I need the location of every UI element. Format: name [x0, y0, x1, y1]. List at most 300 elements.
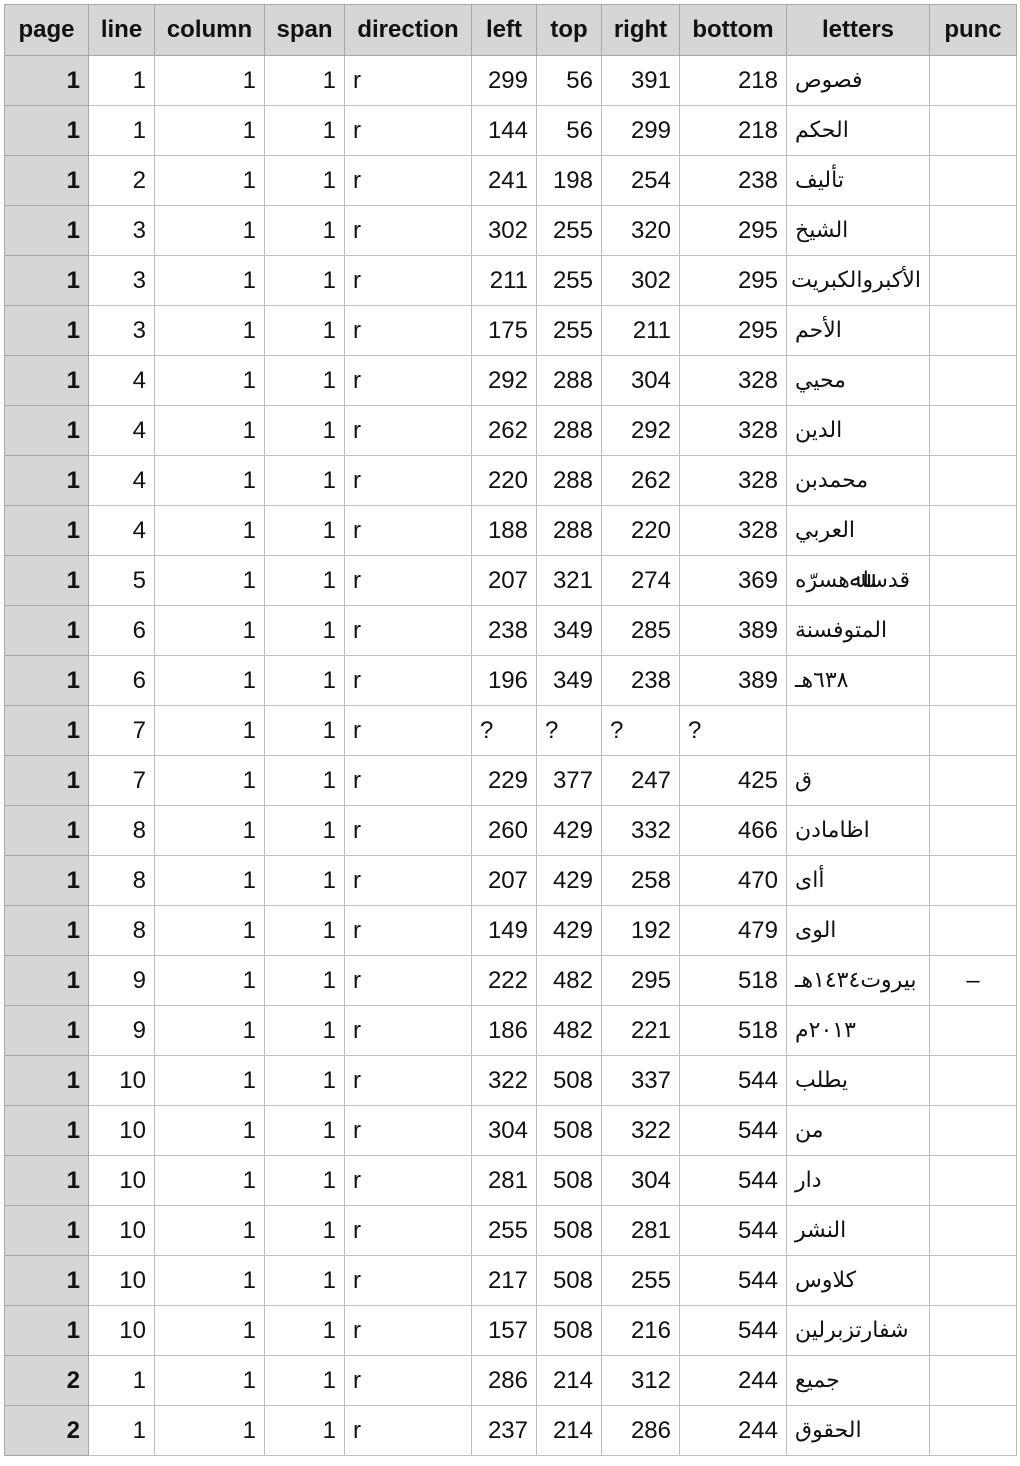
column-header-letters[interactable]: letters [787, 5, 930, 56]
cell-page[interactable]: 1 [5, 1306, 89, 1356]
cell-punc[interactable] [930, 1406, 1017, 1456]
column-header-span[interactable]: span [265, 5, 345, 56]
column-header-bottom[interactable]: bottom [680, 5, 787, 56]
cell-span[interactable]: 1 [265, 106, 345, 156]
cell-left[interactable]: 211 [472, 256, 537, 306]
cell-bottom[interactable]: 518 [680, 1006, 787, 1056]
cell-column[interactable]: 1 [155, 506, 265, 556]
cell-page[interactable]: 1 [5, 956, 89, 1006]
table-row[interactable] [5, 256, 1017, 306]
cell-page[interactable]: 1 [5, 1206, 89, 1256]
cell-right[interactable]: 255 [602, 1256, 680, 1306]
cell-page[interactable]: 1 [5, 1106, 89, 1156]
cell-top[interactable]: 214 [537, 1406, 602, 1456]
cell-punc[interactable] [930, 1106, 1017, 1156]
cell-right[interactable]: 274 [602, 556, 680, 606]
cell-left[interactable]: 260 [472, 806, 537, 856]
cell-column[interactable]: 1 [155, 1256, 265, 1306]
cell-span[interactable]: 1 [265, 1106, 345, 1156]
cell-column[interactable]: 1 [155, 106, 265, 156]
cell-span[interactable]: 1 [265, 506, 345, 556]
cell-letters[interactable] [787, 56, 930, 106]
cell-top[interactable]: 508 [537, 1156, 602, 1206]
cell-column[interactable]: 1 [155, 1406, 265, 1456]
cell-line[interactable]: 3 [89, 306, 155, 356]
cell-direction[interactable]: r [345, 856, 472, 906]
cell-line[interactable]: 1 [89, 56, 155, 106]
cell-column[interactable]: 1 [155, 656, 265, 706]
cell-line[interactable]: 3 [89, 206, 155, 256]
cell-top[interactable]: 288 [537, 456, 602, 506]
cell-punc[interactable] [930, 406, 1017, 456]
cell-column[interactable]: 1 [155, 406, 265, 456]
table-row[interactable] [5, 406, 1017, 456]
cell-direction[interactable]: r [345, 556, 472, 606]
cell-letters[interactable] [787, 406, 930, 456]
cell-direction[interactable]: r [345, 306, 472, 356]
cell-right[interactable]: 238 [602, 656, 680, 706]
cell-line[interactable]: 4 [89, 456, 155, 506]
cell-left[interactable]: 188 [472, 506, 537, 556]
cell-bottom[interactable]: 295 [680, 206, 787, 256]
cell-letters[interactable] [787, 356, 930, 406]
cell-page[interactable]: 2 [5, 1406, 89, 1456]
cell-left[interactable]: 292 [472, 356, 537, 406]
cell-letters[interactable] [787, 1406, 930, 1456]
cell-left[interactable]: 262 [472, 406, 537, 456]
cell-span[interactable]: 1 [265, 1156, 345, 1206]
cell-top[interactable]: 508 [537, 1056, 602, 1106]
cell-right[interactable]: 299 [602, 106, 680, 156]
cell-column[interactable]: 1 [155, 906, 265, 956]
cell-column[interactable]: 1 [155, 756, 265, 806]
table-row[interactable] [5, 706, 1017, 756]
cell-span[interactable]: 1 [265, 556, 345, 606]
cell-span[interactable]: 1 [265, 906, 345, 956]
cell-top[interactable]: 482 [537, 956, 602, 1006]
cell-direction[interactable]: r [345, 106, 472, 156]
cell-punc[interactable] [930, 756, 1017, 806]
cell-column[interactable]: 1 [155, 706, 265, 756]
cell-span[interactable]: 1 [265, 406, 345, 456]
cell-punc[interactable] [930, 306, 1017, 356]
cell-top[interactable]: 198 [537, 156, 602, 206]
cell-right[interactable]: 304 [602, 356, 680, 406]
cell-right[interactable]: 192 [602, 906, 680, 956]
cell-right[interactable]: 281 [602, 1206, 680, 1256]
cell-bottom[interactable]: 238 [680, 156, 787, 206]
table-row[interactable] [5, 506, 1017, 556]
cell-punc[interactable] [930, 656, 1017, 706]
cell-line[interactable]: 8 [89, 856, 155, 906]
cell-left[interactable]: 149 [472, 906, 537, 956]
cell-page[interactable]: 1 [5, 256, 89, 306]
cell-column[interactable]: 1 [155, 1306, 265, 1356]
cell-top[interactable]: 56 [537, 56, 602, 106]
cell-letters[interactable] [787, 506, 930, 556]
cell-direction[interactable]: r [345, 1406, 472, 1456]
cell-line[interactable]: 4 [89, 356, 155, 406]
cell-column[interactable]: 1 [155, 256, 265, 306]
cell-punc[interactable] [930, 56, 1017, 106]
table-row[interactable] [5, 606, 1017, 656]
cell-right[interactable]: 304 [602, 1156, 680, 1206]
cell-line[interactable]: 3 [89, 256, 155, 306]
cell-line[interactable]: 10 [89, 1256, 155, 1306]
cell-bottom[interactable]: 470 [680, 856, 787, 906]
table-row[interactable] [5, 1006, 1017, 1056]
cell-line[interactable]: 1 [89, 1356, 155, 1406]
cell-punc[interactable] [930, 1206, 1017, 1256]
cell-span[interactable]: 1 [265, 456, 345, 506]
cell-top[interactable]: 349 [537, 656, 602, 706]
cell-line[interactable]: 7 [89, 706, 155, 756]
cell-page[interactable]: 1 [5, 156, 89, 206]
cell-bottom[interactable]: 544 [680, 1256, 787, 1306]
cell-top[interactable]: 255 [537, 206, 602, 256]
column-header-direction[interactable]: direction [345, 5, 472, 56]
cell-direction[interactable]: r [345, 1356, 472, 1406]
cell-direction[interactable]: r [345, 1306, 472, 1356]
cell-bottom[interactable]: 328 [680, 506, 787, 556]
cell-punc[interactable] [930, 356, 1017, 406]
cell-right[interactable]: 320 [602, 206, 680, 256]
cell-direction[interactable]: r [345, 1156, 472, 1206]
cell-letters[interactable] [787, 1356, 930, 1406]
cell-letters[interactable] [787, 1256, 930, 1306]
cell-span[interactable]: 1 [265, 1206, 345, 1256]
cell-left[interactable]: 217 [472, 1256, 537, 1306]
cell-left[interactable]: 207 [472, 556, 537, 606]
cell-top[interactable]: 349 [537, 606, 602, 656]
table-row[interactable] [5, 156, 1017, 206]
cell-top[interactable]: 508 [537, 1106, 602, 1156]
cell-bottom[interactable]: 244 [680, 1356, 787, 1406]
cell-page[interactable]: 1 [5, 1256, 89, 1306]
cell-column[interactable]: 1 [155, 206, 265, 256]
cell-page[interactable]: 1 [5, 1006, 89, 1056]
cell-top[interactable]: 321 [537, 556, 602, 606]
cell-top[interactable]: 482 [537, 1006, 602, 1056]
cell-column[interactable]: 1 [155, 1106, 265, 1156]
cell-letters[interactable] [787, 1056, 930, 1106]
cell-letters[interactable] [787, 756, 930, 806]
table-row[interactable] [5, 1056, 1017, 1106]
cell-direction[interactable]: r [345, 156, 472, 206]
table-row[interactable] [5, 956, 1017, 1006]
table-row[interactable] [5, 1306, 1017, 1356]
cell-direction[interactable]: r [345, 1056, 472, 1106]
cell-direction[interactable]: r [345, 706, 472, 756]
cell-right[interactable]: 258 [602, 856, 680, 906]
cell-column[interactable]: 1 [155, 1356, 265, 1406]
cell-page[interactable]: 1 [5, 306, 89, 356]
cell-letters[interactable] [787, 1156, 930, 1206]
cell-left[interactable]: 220 [472, 456, 537, 506]
column-header-column[interactable]: column [155, 5, 265, 56]
cell-left[interactable]: 229 [472, 756, 537, 806]
cell-column[interactable]: 1 [155, 556, 265, 606]
cell-column[interactable]: 1 [155, 1006, 265, 1056]
cell-span[interactable]: 1 [265, 706, 345, 756]
table-row[interactable] [5, 1106, 1017, 1156]
cell-line[interactable]: 1 [89, 106, 155, 156]
table-row[interactable] [5, 356, 1017, 406]
cell-left[interactable]: 322 [472, 1056, 537, 1106]
cell-left[interactable]: ? [472, 706, 537, 756]
cell-span[interactable]: 1 [265, 806, 345, 856]
cell-bottom[interactable]: 425 [680, 756, 787, 806]
cell-line[interactable]: 9 [89, 956, 155, 1006]
cell-page[interactable]: 1 [5, 356, 89, 406]
cell-top[interactable]: 508 [537, 1306, 602, 1356]
cell-span[interactable]: 1 [265, 756, 345, 806]
cell-left[interactable]: 144 [472, 106, 537, 156]
cell-direction[interactable]: r [345, 656, 472, 706]
cell-top[interactable]: 56 [537, 106, 602, 156]
cell-bottom[interactable]: 328 [680, 356, 787, 406]
cell-left[interactable]: 238 [472, 606, 537, 656]
cell-top[interactable]: 429 [537, 856, 602, 906]
cell-punc[interactable] [930, 206, 1017, 256]
cell-line[interactable]: 4 [89, 506, 155, 556]
cell-letters[interactable] [787, 1006, 930, 1056]
cell-column[interactable]: 1 [155, 956, 265, 1006]
column-header-page[interactable]: page [5, 5, 89, 56]
cell-bottom[interactable]: 479 [680, 906, 787, 956]
cell-span[interactable]: 1 [265, 1356, 345, 1406]
cell-span[interactable]: 1 [265, 656, 345, 706]
cell-direction[interactable]: r [345, 606, 472, 656]
cell-right[interactable]: 332 [602, 806, 680, 856]
cell-letters[interactable] [787, 1206, 930, 1256]
cell-punc[interactable] [930, 806, 1017, 856]
cell-column[interactable]: 1 [155, 56, 265, 106]
table-row[interactable] [5, 656, 1017, 706]
cell-punc[interactable] [930, 1306, 1017, 1356]
cell-line[interactable]: 10 [89, 1156, 155, 1206]
cell-column[interactable]: 1 [155, 1156, 265, 1206]
cell-line[interactable]: 10 [89, 1206, 155, 1256]
cell-column[interactable]: 1 [155, 1206, 265, 1256]
cell-letters[interactable] [787, 706, 930, 756]
cell-direction[interactable]: r [345, 1006, 472, 1056]
cell-letters[interactable] [787, 606, 930, 656]
cell-punc[interactable] [930, 506, 1017, 556]
cell-punc[interactable] [930, 856, 1017, 906]
cell-span[interactable]: 1 [265, 56, 345, 106]
cell-direction[interactable]: r [345, 1106, 472, 1156]
cell-page[interactable]: 2 [5, 1356, 89, 1406]
cell-left[interactable]: 157 [472, 1306, 537, 1356]
cell-span[interactable]: 1 [265, 156, 345, 206]
cell-direction[interactable]: r [345, 256, 472, 306]
cell-right[interactable]: 216 [602, 1306, 680, 1356]
cell-left[interactable]: 237 [472, 1406, 537, 1456]
cell-right[interactable]: 391 [602, 56, 680, 106]
cell-direction[interactable]: r [345, 806, 472, 856]
table-row[interactable] [5, 906, 1017, 956]
cell-top[interactable]: 429 [537, 906, 602, 956]
cell-bottom[interactable]: 544 [680, 1306, 787, 1356]
cell-span[interactable]: 1 [265, 1306, 345, 1356]
cell-top[interactable]: 377 [537, 756, 602, 806]
table-row[interactable] [5, 456, 1017, 506]
cell-punc[interactable] [930, 606, 1017, 656]
cell-page[interactable]: 1 [5, 1056, 89, 1106]
cell-punc[interactable]: – [930, 956, 1017, 1006]
cell-bottom[interactable]: 328 [680, 406, 787, 456]
cell-direction[interactable]: r [345, 356, 472, 406]
table-row[interactable] [5, 106, 1017, 156]
cell-left[interactable]: 241 [472, 156, 537, 206]
cell-span[interactable]: 1 [265, 606, 345, 656]
cell-punc[interactable] [930, 706, 1017, 756]
cell-right[interactable]: 221 [602, 1006, 680, 1056]
cell-right[interactable]: 211 [602, 306, 680, 356]
cell-punc[interactable] [930, 1156, 1017, 1206]
cell-bottom[interactable]: 295 [680, 306, 787, 356]
cell-span[interactable]: 1 [265, 306, 345, 356]
cell-right[interactable]: 220 [602, 506, 680, 556]
table-row[interactable] [5, 206, 1017, 256]
cell-direction[interactable]: r [345, 906, 472, 956]
cell-punc[interactable] [930, 1056, 1017, 1106]
cell-letters[interactable] [787, 556, 930, 606]
column-header-right[interactable]: right [602, 5, 680, 56]
cell-span[interactable]: 1 [265, 856, 345, 906]
cell-page[interactable]: 1 [5, 606, 89, 656]
cell-column[interactable]: 1 [155, 806, 265, 856]
cell-right[interactable]: 337 [602, 1056, 680, 1106]
cell-direction[interactable]: r [345, 406, 472, 456]
table-row[interactable] [5, 1206, 1017, 1256]
cell-span[interactable]: 1 [265, 206, 345, 256]
cell-right[interactable]: 254 [602, 156, 680, 206]
cell-page[interactable]: 1 [5, 506, 89, 556]
cell-column[interactable]: 1 [155, 356, 265, 406]
cell-span[interactable]: 1 [265, 1056, 345, 1106]
cell-page[interactable]: 1 [5, 906, 89, 956]
cell-left[interactable]: 186 [472, 1006, 537, 1056]
cell-line[interactable]: 5 [89, 556, 155, 606]
cell-letters[interactable] [787, 906, 930, 956]
cell-top[interactable]: 429 [537, 806, 602, 856]
cell-right[interactable]: 262 [602, 456, 680, 506]
cell-letters[interactable] [787, 806, 930, 856]
cell-left[interactable]: 286 [472, 1356, 537, 1406]
cell-direction[interactable]: r [345, 56, 472, 106]
cell-bottom[interactable]: 244 [680, 1406, 787, 1456]
cell-page[interactable]: 1 [5, 406, 89, 456]
cell-line[interactable]: 1 [89, 1406, 155, 1456]
cell-bottom[interactable]: 544 [680, 1206, 787, 1256]
cell-bottom[interactable]: 544 [680, 1056, 787, 1106]
cell-span[interactable]: 1 [265, 956, 345, 1006]
cell-letters[interactable] [787, 956, 930, 1006]
cell-bottom[interactable]: 295 [680, 256, 787, 306]
cell-direction[interactable]: r [345, 206, 472, 256]
cell-direction[interactable]: r [345, 506, 472, 556]
cell-bottom[interactable]: ? [680, 706, 787, 756]
cell-column[interactable]: 1 [155, 456, 265, 506]
cell-bottom[interactable]: 369 [680, 556, 787, 606]
cell-line[interactable]: 9 [89, 1006, 155, 1056]
cell-column[interactable]: 1 [155, 606, 265, 656]
cell-direction[interactable]: r [345, 456, 472, 506]
cell-column[interactable]: 1 [155, 1056, 265, 1106]
cell-top[interactable]: 255 [537, 256, 602, 306]
cell-page[interactable]: 1 [5, 106, 89, 156]
cell-line[interactable]: 6 [89, 656, 155, 706]
cell-bottom[interactable]: 389 [680, 656, 787, 706]
cell-column[interactable]: 1 [155, 856, 265, 906]
cell-letters[interactable] [787, 256, 930, 306]
column-header-punc[interactable]: punc [930, 5, 1017, 56]
cell-right[interactable]: ? [602, 706, 680, 756]
column-header-line[interactable]: line [89, 5, 155, 56]
column-header-top[interactable]: top [537, 5, 602, 56]
cell-left[interactable]: 299 [472, 56, 537, 106]
table-row[interactable] [5, 756, 1017, 806]
cell-bottom[interactable]: 544 [680, 1106, 787, 1156]
cell-line[interactable]: 10 [89, 1106, 155, 1156]
cell-left[interactable]: 222 [472, 956, 537, 1006]
cell-letters[interactable] [787, 106, 930, 156]
cell-span[interactable]: 1 [265, 256, 345, 306]
cell-letters[interactable] [787, 206, 930, 256]
cell-column[interactable]: 1 [155, 156, 265, 206]
cell-direction[interactable]: r [345, 756, 472, 806]
cell-bottom[interactable]: 518 [680, 956, 787, 1006]
cell-page[interactable]: 1 [5, 856, 89, 906]
cell-right[interactable]: 295 [602, 956, 680, 1006]
cell-right[interactable]: 285 [602, 606, 680, 656]
cell-right[interactable]: 302 [602, 256, 680, 306]
cell-punc[interactable] [930, 456, 1017, 506]
cell-direction[interactable]: r [345, 1256, 472, 1306]
cell-page[interactable]: 1 [5, 556, 89, 606]
cell-right[interactable]: 292 [602, 406, 680, 456]
cell-page[interactable]: 1 [5, 56, 89, 106]
cell-punc[interactable] [930, 556, 1017, 606]
cell-letters[interactable] [787, 1106, 930, 1156]
cell-letters[interactable] [787, 856, 930, 906]
cell-column[interactable]: 1 [155, 306, 265, 356]
cell-bottom[interactable]: 218 [680, 56, 787, 106]
cell-punc[interactable] [930, 256, 1017, 306]
cell-span[interactable]: 1 [265, 1006, 345, 1056]
cell-line[interactable]: 8 [89, 806, 155, 856]
table-row[interactable] [5, 1406, 1017, 1456]
cell-punc[interactable] [930, 1006, 1017, 1056]
column-header-left[interactable]: left [472, 5, 537, 56]
cell-bottom[interactable]: 328 [680, 456, 787, 506]
cell-top[interactable]: 288 [537, 356, 602, 406]
cell-letters[interactable] [787, 656, 930, 706]
cell-line[interactable]: 7 [89, 756, 155, 806]
cell-left[interactable]: 255 [472, 1206, 537, 1256]
cell-direction[interactable]: r [345, 956, 472, 1006]
cell-line[interactable]: 2 [89, 156, 155, 206]
cell-letters[interactable] [787, 456, 930, 506]
cell-page[interactable]: 1 [5, 456, 89, 506]
cell-right[interactable]: 286 [602, 1406, 680, 1456]
cell-page[interactable]: 1 [5, 756, 89, 806]
table-row[interactable] [5, 556, 1017, 606]
table-row[interactable] [5, 1256, 1017, 1306]
cell-left[interactable]: 175 [472, 306, 537, 356]
